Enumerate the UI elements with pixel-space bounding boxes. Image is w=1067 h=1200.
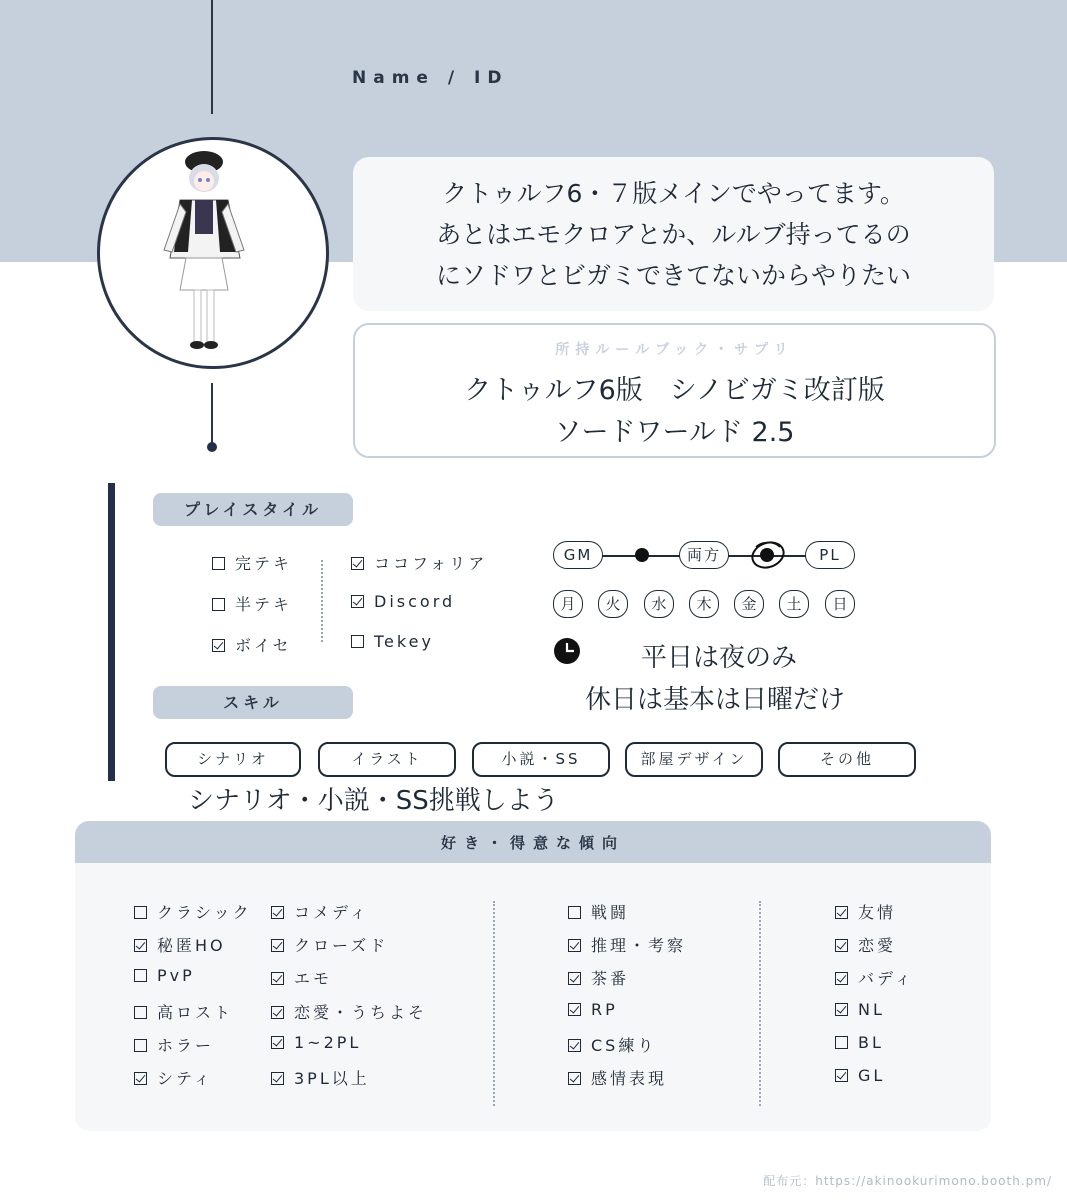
connector-line-bottom — [211, 383, 213, 443]
option-label: Tekey — [374, 632, 434, 651]
checkbox[interactable] — [351, 557, 364, 570]
option-label: GL — [858, 1066, 886, 1085]
playstyle-option[interactable] — [212, 592, 292, 615]
role-pl[interactable]: PL — [805, 541, 855, 569]
skill-tag[interactable]: 小説・SS — [472, 742, 610, 777]
day-thu[interactable]: 木 — [689, 590, 719, 618]
preference-option[interactable] — [835, 1000, 885, 1019]
checkbox[interactable] — [568, 939, 581, 952]
preference-option[interactable] — [568, 900, 629, 923]
preference-option[interactable] — [271, 900, 369, 923]
checkbox[interactable] — [271, 906, 284, 919]
option-label: クラシック — [157, 903, 252, 922]
option-label: シティ — [157, 1069, 213, 1088]
checkbox[interactable] — [212, 639, 225, 652]
option-label: CS練り — [591, 1036, 657, 1055]
bio-line: にソドワとビガミできてないからやりたい — [435, 260, 911, 290]
rulebook-line: クトゥルフ6版 シノビガミ改訂版 — [464, 375, 885, 406]
preference-option[interactable] — [271, 966, 332, 989]
checkbox[interactable] — [835, 906, 848, 919]
connector-line-top — [211, 0, 213, 114]
option-label: 3PL以上 — [294, 1069, 370, 1088]
preference-option[interactable] — [134, 966, 195, 985]
option-label: PvP — [157, 966, 195, 985]
checkbox[interactable] — [351, 635, 364, 648]
option-label: コメディ — [294, 903, 369, 922]
preference-option[interactable] — [835, 1033, 884, 1052]
skill-tag[interactable]: シナリオ — [165, 742, 301, 777]
checkbox[interactable] — [271, 1006, 284, 1019]
preferences-title: 好き・得意な傾向 — [75, 821, 991, 863]
checkbox[interactable] — [835, 972, 848, 985]
option-label: 推理・考察 — [591, 936, 687, 955]
option-label: ボイセ — [235, 636, 292, 655]
preference-option[interactable] — [568, 933, 686, 956]
checkbox[interactable] — [568, 972, 581, 985]
option-label: クローズド — [294, 936, 389, 955]
checkbox[interactable] — [568, 1003, 581, 1016]
role-scale-dot — [635, 548, 649, 562]
checkbox[interactable] — [568, 1072, 581, 1085]
role-both[interactable]: 両方 — [679, 541, 729, 569]
avatar-illustration — [100, 140, 326, 366]
role-gm[interactable]: GM — [553, 541, 603, 569]
option-label: エモ — [294, 969, 333, 988]
playstyle-option[interactable] — [351, 632, 434, 651]
checkbox[interactable] — [134, 1039, 147, 1052]
skill-tag[interactable]: その他 — [778, 742, 916, 777]
option-label: 戦闘 — [591, 903, 630, 922]
preference-option[interactable] — [271, 1033, 361, 1052]
day-sat[interactable]: 土 — [779, 590, 809, 618]
bio-line: あとはエモクロアとか、ルルブ持ってるの — [436, 219, 911, 249]
rulebook-box — [353, 323, 996, 458]
checkbox[interactable] — [835, 1036, 848, 1049]
avatar — [97, 137, 329, 369]
day-sun[interactable]: 日 — [825, 590, 855, 618]
option-label: RP — [591, 1000, 618, 1019]
option-label: 感情表現 — [591, 1069, 668, 1088]
selection-circle-icon — [748, 535, 788, 575]
checkbox[interactable] — [271, 972, 284, 985]
section-accent-bar — [108, 483, 115, 781]
option-label: BL — [858, 1033, 884, 1052]
option-label: 1~2PL — [294, 1033, 362, 1052]
checkbox[interactable] — [212, 557, 225, 570]
skill-tag[interactable]: 部屋デザイン — [625, 742, 763, 777]
option-label: 恋愛 — [858, 936, 897, 955]
playstyle-option[interactable] — [351, 592, 455, 611]
skill-label: スキル — [153, 686, 353, 719]
option-label: Discord — [374, 592, 456, 611]
playstyle-option[interactable] — [212, 633, 292, 656]
option-label: 茶番 — [591, 969, 630, 988]
preference-option[interactable] — [271, 1066, 370, 1089]
preference-option[interactable] — [568, 966, 629, 989]
playstyle-label: プレイスタイル — [153, 493, 353, 526]
checkbox[interactable] — [134, 939, 147, 952]
footer-credit: 配布元：https://akinookurimono.booth.pm/ — [763, 1174, 1052, 1188]
checkbox[interactable] — [134, 1072, 147, 1085]
option-label: バディ — [858, 969, 914, 988]
schedule-weekday: 平日は夜のみ — [641, 643, 798, 673]
checkbox[interactable] — [212, 598, 225, 611]
preference-option[interactable] — [134, 900, 252, 923]
preference-option[interactable] — [835, 1066, 885, 1085]
schedule-holiday: 休日は基本は日曜だけ — [585, 685, 846, 715]
preferences-panel — [75, 821, 991, 1131]
preference-option[interactable] — [134, 1033, 214, 1056]
day-wed[interactable]: 水 — [644, 590, 674, 618]
checkbox[interactable] — [351, 595, 364, 608]
clock-icon — [553, 637, 581, 665]
option-label: 恋愛・うちよそ — [294, 1003, 428, 1022]
day-mon[interactable]: 月 — [553, 590, 583, 618]
checkbox[interactable] — [568, 1039, 581, 1052]
day-fri[interactable]: 金 — [734, 590, 764, 618]
checkbox[interactable] — [835, 939, 848, 952]
divider — [493, 901, 495, 1106]
option-label: 半テキ — [235, 595, 293, 614]
day-tue[interactable]: 火 — [598, 590, 628, 618]
preference-option[interactable] — [568, 1066, 667, 1089]
checkbox[interactable] — [271, 1036, 284, 1049]
checkbox[interactable] — [835, 1003, 848, 1016]
preference-option[interactable] — [271, 933, 388, 956]
playstyle-option[interactable] — [212, 551, 292, 574]
option-label: 高ロスト — [157, 1003, 234, 1022]
option-label: ココフォリア — [374, 554, 488, 573]
checkbox[interactable] — [568, 906, 581, 919]
rulebook-line: ソードワールド 2.5 — [554, 417, 795, 448]
rulebook-title: 所持ルールブック・サプリ — [555, 342, 794, 358]
preference-option[interactable] — [568, 1033, 656, 1056]
name-id-label: Name / ID — [352, 68, 509, 88]
preference-option[interactable] — [835, 966, 914, 989]
checkbox[interactable] — [271, 939, 284, 952]
skill-note: シナリオ・小説・SS挑戦しよう — [188, 786, 559, 816]
option-label: 秘匿HO — [157, 936, 226, 955]
option-label: 友情 — [858, 903, 897, 922]
preference-option[interactable] — [134, 933, 226, 956]
checkbox[interactable] — [134, 969, 147, 982]
checkbox[interactable] — [271, 1072, 284, 1085]
bio-box — [353, 157, 994, 311]
divider — [759, 901, 761, 1106]
connector-dot — [207, 442, 217, 452]
checkbox[interactable] — [835, 1069, 848, 1082]
preference-option[interactable] — [568, 1000, 618, 1019]
checkbox[interactable] — [134, 1006, 147, 1019]
preference-option[interactable] — [134, 1066, 213, 1089]
preference-option[interactable] — [835, 933, 896, 956]
bio-line: クトゥルフ6・７版メインでやってます。 — [442, 178, 905, 208]
playstyle-option[interactable] — [351, 551, 487, 574]
divider — [321, 560, 323, 642]
option-label: 完テキ — [235, 554, 293, 573]
preference-option[interactable] — [134, 1000, 233, 1023]
option-label: NL — [858, 1000, 885, 1019]
checkbox[interactable] — [134, 906, 147, 919]
preference-option[interactable] — [271, 1000, 427, 1023]
preference-option[interactable] — [835, 900, 896, 923]
option-label: ホラー — [157, 1036, 215, 1055]
skill-tag[interactable]: イラスト — [318, 742, 456, 777]
